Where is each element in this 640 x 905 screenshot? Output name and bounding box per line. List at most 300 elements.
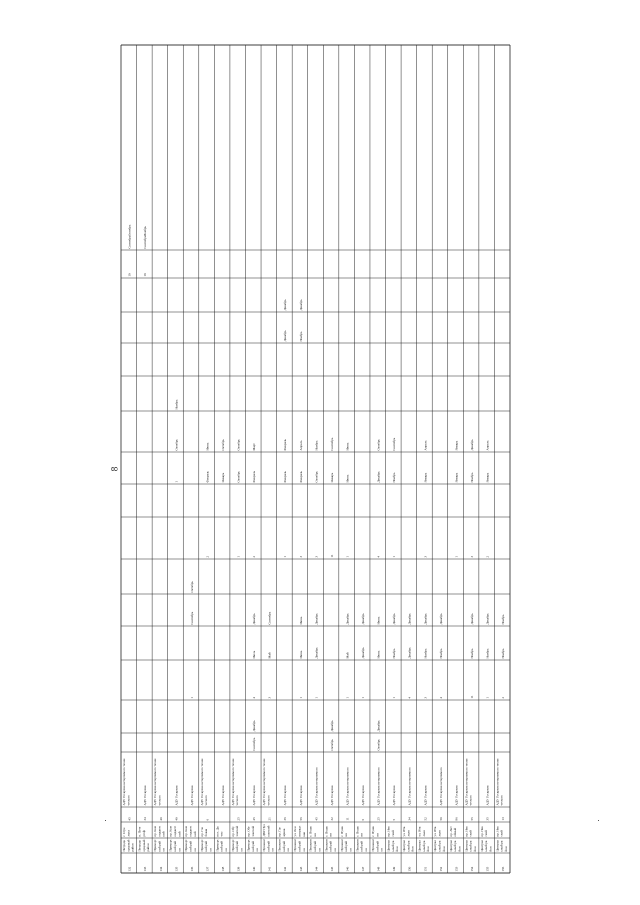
table-cell-type: АДУ Госархив нетерпимого [438,767,443,806]
table-cell-m4: Июнь [376,650,381,659]
table-cell-house: 55 [469,817,474,821]
table-cell-district: Петродв [137,840,142,852]
table-cell-m3: 11 [469,695,474,699]
table-cell-m3: 1 [314,696,319,699]
table-cell-type: АДУ Госархив [423,785,428,806]
table-cell-type: ческого [235,795,240,806]
table-cell-m11: Ноябрь [174,399,179,410]
table-cell-street: пр. Гле [199,826,204,837]
table-cell-street: льян [437,830,442,837]
table-cell-street: арина [281,828,286,837]
table-cell-m9: Октябрь [314,471,319,483]
table-cell-no: 133 [143,866,148,872]
table-cell-m2: Декабрь [329,720,334,732]
table-cell-m5: Июнь [298,616,303,625]
table-cell-street: г. Пушк [339,826,344,837]
table-cell-m5: Декабрь [252,613,257,625]
table-cell-street: ул. Ита [417,826,422,837]
table-cell-district: он [364,848,368,852]
table-cell-district: Приморс [246,839,251,852]
table-cell-district: Пушкинс [262,838,267,852]
table-cell-m10: Апрель [423,440,428,451]
table-cell-street: г. Пушк [308,826,313,837]
table-cell-street: кий [192,831,197,837]
table-cell-district: йон [410,846,415,852]
table-cell-district: кий рай [235,841,240,852]
table-cell-house: 13 [501,817,506,821]
table-cell-m10: Ноябрь [314,440,319,451]
table-cell-district: Централ [464,840,469,852]
table-cell-district: ьный ра [453,840,458,852]
table-cell-street: ендантс [157,825,162,837]
table-cell-m3: 4 [438,696,443,699]
table-cell-district: ьный ра [484,840,489,852]
table-cell-house: 56 [298,817,303,821]
table-cell-m10: Апрель [298,440,303,451]
table-cell-m7: 1 [392,555,397,558]
table-cell-district: кий рай [328,841,333,852]
table-cell-no: 137 [205,866,210,872]
table-cell-district: ьный ра [437,840,442,852]
table-cell-m7: 1 [454,555,459,558]
table-cell-street: пр. Ком [153,826,158,837]
table-cell-m9: Декабрь [376,471,381,483]
table-cell-street: кий [177,831,182,837]
table-cell-m9: Февраль [298,470,303,483]
table-cell-district: Приморс [215,839,220,852]
table-cell-district: ьный ра [421,840,426,852]
table-cell-district: кий рай [157,841,162,852]
table-cell-district: йон [504,846,509,852]
table-cell-district: Пушкинс [355,838,360,852]
table-cell-house: 50 [438,817,443,821]
table-cell-district: йон [441,846,446,852]
table-cell-type: АДУ Госархив нетерпимого техни [464,758,469,806]
table-cell-district: Пушкинс [277,838,282,852]
table-cell-m9: Январь [454,472,459,483]
table-cell-m7: 2 [205,555,210,558]
table-cell-no: 142 [283,866,288,872]
table-cell-no: 144 [314,866,319,872]
table-cell-m5: Декабрь [345,613,350,625]
table-cell-m7: 2 [252,555,257,558]
table-cell-district: Централ [386,840,391,852]
table-cell-street: ендантс [188,825,193,837]
table-cell-house: 6 [205,818,210,821]
table-cell-type: АДУ Госархив нетерпимого техни [122,758,126,806]
table-cell-extra: 19 [127,273,132,277]
table-cell-m5: Декабрь [438,613,443,625]
table-cell-m5: Июнь [376,616,381,625]
table-cell-house: 34 [143,817,148,821]
table-cell-no: 152 [438,866,443,872]
table-cell-district: Пушкинс [339,838,344,852]
table-cell-street: пос. Да [215,826,220,837]
table-cell-extra: Сентябрь [143,235,148,249]
table-cell-m4: Декабрь [407,647,412,659]
table-cell-m4: Ноябрь [423,648,428,659]
table-cell-house: 40 [158,817,163,821]
table-cell-m4: Июль [252,650,257,659]
table-cell-type: АДУ Госархив [283,785,288,806]
table-cell-street: ин [328,833,333,837]
table-cell-m10: Январь [454,440,459,451]
table-cell-street: пр. Лит [448,826,453,837]
table-cell-district: он [379,848,384,852]
table-cell-type: ческого [126,795,131,806]
table-cell-m6: Октябрь [189,581,194,593]
table-cell-m3: 1 [485,696,490,699]
table-cell-m5: Декабрь [392,613,397,625]
table-cell-house: 35 [485,817,490,821]
table-cell-type: АДУ Госархив [392,785,397,806]
table-cell-extra: 19 [143,273,148,277]
table-cell-street: ковский [266,825,271,837]
table-cell-m7: 1 [283,555,288,558]
table-cell-m3: 1 [392,696,397,699]
table-cell-no: 138 [221,866,226,872]
table-cell-m7: 3 [314,555,319,558]
table-cell-m9: Январь [329,472,334,483]
table-cell-street: ин [313,833,318,837]
table-cell-m3: 4 [252,696,257,699]
table-cell-m5: Декабрь [423,613,428,625]
table-cell-district: кий рай [281,841,286,852]
table-cell-no: 146 [345,866,350,872]
table-cell-house: 36 [283,817,288,821]
table-cell-m3: 3 [423,696,428,699]
table-cell-m9: Ноябрь [469,472,474,483]
table-cell-house: 34 [407,817,412,821]
table-cell-street: ский [484,830,489,837]
table-cell-no: 141 [267,866,272,872]
table-cell-m4: Ноябрь [438,648,443,659]
table-cell-type: АДУ Госархив [485,785,490,806]
table-cell-m2: Декабрь [376,720,381,732]
table-cell-district: он [223,848,228,852]
table-cell-no: 139 [236,866,241,872]
table-cell-district: кий рай [344,841,349,852]
table-cell-district: он [270,848,275,852]
table-cell-district: кий рай [266,841,271,852]
table-cell-street: ДВР Пул [262,824,267,837]
table-cell-extra: Ноябрь [143,226,148,236]
scan-speck [105,820,106,821]
table-cell-street: пр. Нев [386,826,391,837]
table-cell-street: г. Стре [122,827,126,837]
table-cell-district: кий рай [375,841,380,852]
table-cell-type: АДУ Госархив нетерпимого техни [153,758,158,806]
table-cell-no: 143 [298,866,303,872]
table-cell-type: ческого [266,795,271,806]
table-cell-house: 25 [376,817,381,821]
table-cell-district: он [348,848,353,852]
table-cell-street: пр. Нев [495,826,500,837]
table-cell-street: ин [344,833,349,837]
table-cell-type: ческого [204,795,209,806]
table-cell-type: АДУ Госархив [143,785,148,806]
table-cell-district: йон [457,846,462,852]
table-cell-house: 32 [329,817,334,821]
table-cell-house: 86 [454,817,459,821]
table-cell-street: г. Пушк [355,826,360,837]
table-cell-type: АДУ Госархив нетерпимого [407,767,412,806]
table-cell-m10: Октябрь [174,439,179,451]
table-cell-m9: Февраль [252,470,257,483]
table-cell-district: Петродв [122,840,126,852]
table-cell-m14: Декабрь [298,299,303,311]
table-cell-m9: Январь [485,472,490,483]
table-cell-m9: Ноябрь [392,472,397,483]
table-cell-type: АДУ Госархив нетерпимого техни [262,758,267,806]
table-cell-district: он [161,848,166,852]
table-cell-house: 6 [361,818,366,821]
table-cell-district: орцовый [141,839,146,852]
table-cell-no: 151 [423,866,428,872]
table-cell-street: ский [390,830,395,837]
table-cell-district: он [255,848,260,852]
table-cell-m13: Декабрь [283,330,288,342]
table-cell-m7: 4 [376,555,381,558]
table-cell-m10: Октябрь [376,439,381,451]
table-cell-street: ул. Ита [402,826,407,837]
table-cell-type: АДУ Госархив нетерпимого техни [230,758,235,806]
table-cell-street: г. Пушк [370,826,375,837]
table-cell-m3: 1 [361,696,366,699]
table-cell-type: АДУ Госархив нетерпимого [376,767,381,806]
table-cell-district: Централ [402,840,407,852]
table-cell-no: 150 [407,866,412,872]
table-cell-street: ул. Лен [293,826,298,837]
table-cell-m9: Февраль [283,470,288,483]
table-cell-m10: Июнь [345,442,350,451]
table-cell-m4: Декабрь [314,647,319,659]
table-cell-district: йон [472,846,477,852]
table-cell-street: г. Пушк [324,826,329,837]
table-cell-district: он [192,848,197,852]
table-cell-district: он [208,848,213,852]
table-cell-street: пр. Гаг [277,827,282,837]
table-cell-district: он [332,848,337,852]
table-cell-district: орцовый [126,839,131,852]
table-cell-district: Приморс [199,839,204,852]
table-cell-type: АДУ Госархив [221,785,226,806]
table-cell-m5: Декабрь [469,613,474,625]
table-cell-district: он [301,848,306,852]
table-cell-m10: Март [252,443,257,451]
table-cell-no: 156 [501,866,506,872]
table-cell-m9: Январь [221,472,226,483]
table-cell-street: льян [406,830,411,837]
table-cell-street: ин [375,833,380,837]
table-cell-type: АДУ Госархив нетерпимого техни [495,758,500,806]
table-cell-street: кая [301,832,306,837]
table-cell-street: ский [499,830,504,837]
table-cell-m10: Июнь [205,442,210,451]
table-cell-district: йон [426,846,431,852]
table-cell-street: пр. Нев [464,826,469,837]
table-cell-district: Централ [448,840,453,852]
table-cell-district: он [239,848,244,852]
table-cell-district: Централ [479,840,484,852]
table-cell-street: ейный [453,827,458,837]
table-cell-m14: Декабрь [283,299,288,311]
table-cell-district: кий рай [188,841,193,852]
table-cell-street: пр. Нев [479,826,484,837]
table-cell-no: 132 [127,866,132,872]
table-cell-no: 136 [189,866,194,872]
table-cell-district: район [146,843,151,852]
table-cell-district: ьный ра [390,840,395,852]
table-cell-street: ендантс [172,825,177,837]
table-cell-district: Пушкинс [308,838,313,852]
table-cell-m5: Декабрь [314,613,319,625]
table-cell-m3: 1 [345,696,350,699]
table-cell-district: ьный ра [468,840,473,852]
table-cell-m7: 3 [298,555,303,558]
scan-speck [598,820,599,821]
table-cell-no: 147 [361,866,366,872]
table-cell-m5: Декабрь [407,613,412,625]
table-cell-street: пр. Ком [168,826,173,837]
table-cell-house: 45 [127,817,132,821]
table-cell-street: ул. Ита [433,826,438,837]
table-cell-district: Приморс [184,839,189,852]
table-cell-m10: Октябрь [236,439,241,451]
table-cell-extra: Октябрь [127,224,132,236]
table-cell-m4: Ноябрь [469,648,474,659]
table-cell-no: 134 [158,866,163,872]
table-cell-type: АДУ Госархив [252,785,257,806]
table-cell-type: АДУ Госархив нетерпимого [314,767,319,806]
table-cell-type: ческого [157,795,162,806]
table-cell-street: п. Пете [137,826,142,837]
table-cell-district: ьный ра [406,840,411,852]
table-cell-m4: Ноябрь [485,648,490,659]
table-cell-m10: Сентябрь [392,437,397,451]
table-cell-no: 145 [329,866,334,872]
table-cell-district: йон [488,846,493,852]
table-cell-street: льна [126,830,131,837]
table-cell-house: 40 [174,817,179,821]
table-cell-house: 5 [392,818,397,821]
table-cell-type: АДУ Госархив [329,785,334,806]
table-cell-m5: Декабрь [485,613,490,625]
table-cell-m10: Сентябрь [329,437,334,451]
table-cell-m5: Сентябрь [267,611,272,625]
table-cell-street: пр. Ком [184,826,189,837]
table-cell-district: кий рай [204,841,209,852]
table-cell-m10: Декабрь [469,439,474,451]
table-cell-district: район [130,843,135,852]
table-cell-no: 155 [485,866,490,872]
table-cell-district: он [317,848,322,852]
table-cell-m1: Сентябрь [252,737,257,751]
table-cell-m4: Ноябрь [392,648,397,659]
table-cell-m3: 3 [267,696,272,699]
table-cell-district: Централ [417,840,422,852]
table-cell-no: 154 [469,866,474,872]
table-cell-m3: 4 [407,696,412,699]
table-cell-no: 140 [252,866,257,872]
table-cell-m3: 1 [189,696,194,699]
table-cell-m1: Октябрь [376,739,381,751]
table-cell-district: кий рай [172,841,177,852]
table-cell-house: 25 [236,817,241,821]
table-cell-type: ческого [499,795,504,806]
table-cell-street: кий [161,831,166,837]
table-cell-m2: Декабрь [252,720,257,732]
table-cell-district: Приморс [230,839,235,852]
table-cell-street: ховской [250,825,255,837]
table-cell-m7: 1 [345,555,350,558]
table-cell-no: 149 [392,866,397,872]
table-cell-no: 153 [454,866,459,872]
table-cell-m7: 11 [329,554,334,558]
table-cell-m4: Май [345,652,350,659]
table-cell-district: йон [395,846,400,852]
table-cell-m7: 2 [485,555,490,558]
table-cell-house: 45 [252,817,257,821]
page-number: 8 [109,466,120,472]
table-cell-m5: Сентябрь [189,611,194,625]
table-cell-m7: 3 [423,555,428,558]
table-cell-no: 148 [376,866,381,872]
table-cell-district: кий рай [297,841,302,852]
table-cell-street: пр. Обу [230,826,235,837]
table-cell-extra: Сентябрь [127,235,132,249]
table-cell-m9: Октябрь [236,471,241,483]
table-cell-street: ский [468,830,473,837]
table-cell-district: кий рай [313,841,318,852]
table-cell-m13: Ноябрь [298,331,303,342]
table-cell-district: он [177,848,182,852]
table-cell-m9: Июнь [345,474,350,483]
table-cell-m5: Ноябрь [501,614,506,625]
table-cell-district: Приморс [153,839,158,852]
table-cell-street: ховской [235,825,240,837]
table-cell-m3: 2 [501,696,506,699]
table-cell-m4: Май [267,652,272,659]
table-cell-district: Централ [495,840,500,852]
table-cell-m9: Январь [423,472,428,483]
table-cell-m10: Октябрь [221,439,226,451]
table-cell-m4: Декабрь [361,647,366,659]
table-cell-type: АДУ Госархив [454,785,459,806]
table-cell-type: АДУ Госархив нетерпимого [345,767,350,806]
table-cell-m9: Февраль [205,470,210,483]
table-cell-type: АДУ Госархив [174,785,179,806]
table-cell-street: чно [219,831,224,837]
table-cell-street: инградс [297,825,302,837]
table-cell-street: ин [359,833,364,837]
table-cell-no: 135 [174,866,179,872]
table-cell-type: АДУ Госархив [361,785,366,806]
table-cell-m4: Июнь [298,650,303,659]
table-cell-street: бовая [204,828,209,837]
table-cell-m9: 1 [174,480,179,483]
table-cell-m10: Февраль [283,438,288,451]
table-cell-m7: 3 [469,555,474,558]
table-cell-m4: Ноябрь [501,648,506,659]
table-cell-m5: Декабрь [361,613,366,625]
table-cell-m1: Октябрь [329,739,334,751]
table-cell-type: АДУ Госархив [189,785,194,806]
table-cell-house: 45 [314,817,319,821]
table-cell-type: АДУ Госархив [298,785,303,806]
table-cell-type: ческого [468,795,473,806]
table-cell-district: Централ [433,840,438,852]
